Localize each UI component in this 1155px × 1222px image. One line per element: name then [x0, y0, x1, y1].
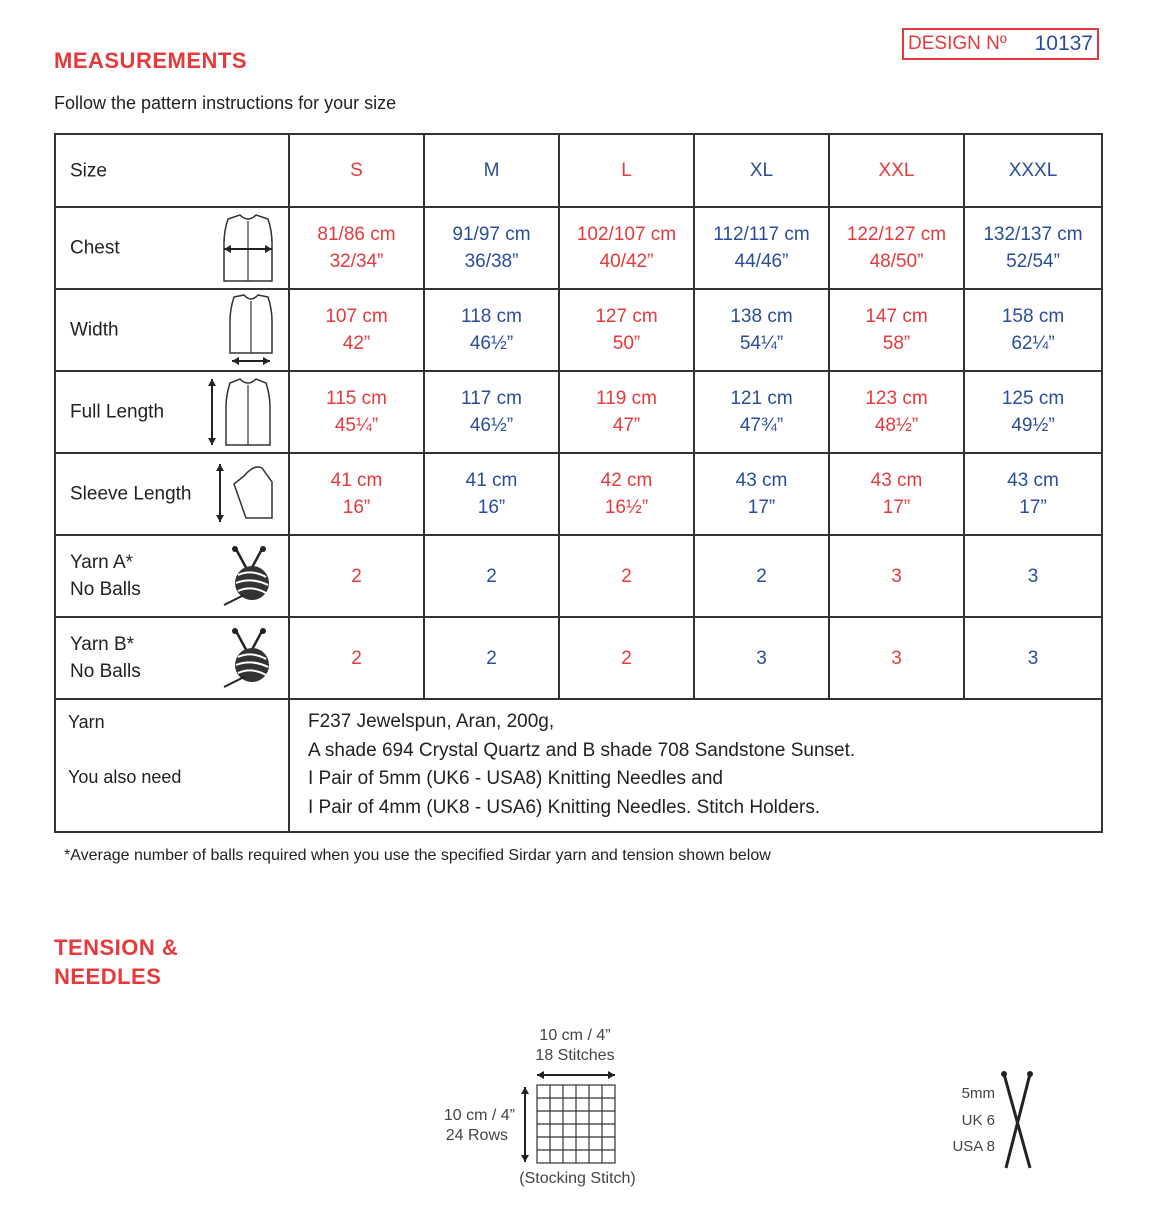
full-length-s: 115 cm 45¼”: [289, 371, 424, 453]
sleeve-length-xxl: 43 cm 17”: [829, 453, 964, 535]
full-length-label-cell: Full Length: [55, 371, 289, 453]
table-row: [55, 207, 1102, 289]
yarn-a-label-cell: Yarn A* No Balls: [55, 535, 289, 617]
full-length-xl: 121 cm 47¾”: [694, 371, 829, 453]
size-xxxl: XXXL: [964, 134, 1102, 207]
width-garment-icon: [224, 293, 278, 367]
measurements-heading: MEASUREMENTS: [54, 48, 248, 73]
width-m: 118 cm 46½”: [424, 289, 559, 371]
sleeve-length-xl: 43 cm 17”: [694, 453, 829, 535]
size-m: M: [424, 134, 559, 207]
chest-m: 91/97 cm 36/38”: [424, 207, 559, 289]
tension-stitches-label: 18 Stitches: [535, 1047, 615, 1064]
yarn-info-labels: [55, 699, 289, 832]
full-length-xxxl: 125 cm 49½”: [964, 371, 1102, 453]
also-need-label: You also need: [68, 767, 182, 787]
yarn-b-xl: 3: [694, 617, 829, 699]
full-length-l: 119 cm 47”: [559, 371, 694, 453]
sleeve-length-xxxl: 43 cm 17”: [964, 453, 1102, 535]
chest-s: 81/86 cm 32/34”: [289, 207, 424, 289]
design-number-box: [902, 28, 1099, 60]
yarn-a-l: 2: [559, 535, 694, 617]
yarn-a-s: 2: [289, 535, 424, 617]
chest-xl: 112/117 cm 44/46”: [694, 207, 829, 289]
sleeve-length-s: 41 cm 16”: [289, 453, 424, 535]
yarn-b-s: 2: [289, 617, 424, 699]
yarn-info-row: [55, 699, 1102, 832]
width-xxxl: 158 cm 62¼”: [964, 289, 1102, 371]
table-row: [55, 289, 1102, 371]
full-length-xxl: 123 cm 48½”: [829, 371, 964, 453]
needle-uk-label: UK 6: [961, 1112, 995, 1129]
width-label-cell: Width: [55, 289, 289, 371]
yarn-b-xxxl: 3: [964, 617, 1102, 699]
size-xl: XL: [694, 134, 829, 207]
tension-width-label: 10 cm / 4”: [539, 1027, 611, 1044]
yarn-b-l: 2: [559, 617, 694, 699]
yarn-label: Yarn: [68, 712, 105, 732]
yarn-a-xxl: 3: [829, 535, 964, 617]
table-row: [55, 371, 1102, 453]
table-row: [55, 453, 1102, 535]
tension-height-label: 10 cm / 4”: [443, 1107, 515, 1124]
yarn-b-xxl: 3: [829, 617, 964, 699]
size-s: S: [289, 134, 424, 207]
needle-size-label: 5mm: [961, 1085, 995, 1102]
yarn-a-xxxl: 3: [964, 535, 1102, 617]
full-length-garment-icon: [206, 375, 278, 449]
table-row: [55, 535, 1102, 617]
instructions-subtitle: Follow the pattern instructions for your size: [54, 93, 397, 113]
design-number: 10137: [1034, 32, 1093, 55]
needle-usa-label: USA 8: [952, 1138, 995, 1155]
sleeve-length-icon: [214, 462, 278, 526]
sleeve-length-l: 42 cm 16½”: [559, 453, 694, 535]
yarn-b-label-cell: Yarn B* No Balls: [55, 617, 289, 699]
tension-heading: TENSION & NEEDLES: [54, 935, 179, 989]
measurements-table: [54, 133, 1103, 833]
knitting-needles-icon: [998, 1070, 1038, 1172]
chest-l: 102/107 cm 40/42”: [559, 207, 694, 289]
size-l: L: [559, 134, 694, 207]
yarn-ball-icon: [222, 545, 278, 607]
size-label-cell: Size: [55, 134, 289, 207]
width-l: 127 cm 50”: [559, 289, 694, 371]
yarn-a-xl: 2: [694, 535, 829, 617]
full-length-m: 117 cm 46½”: [424, 371, 559, 453]
tension-rows-label: 24 Rows: [445, 1127, 508, 1144]
sleeve-length-m: 41 cm 16”: [424, 453, 559, 535]
chest-xxl: 122/127 cm 48/50”: [829, 207, 964, 289]
design-label: DESIGN Nº: [908, 33, 1007, 54]
width-s: 107 cm 42”: [289, 289, 424, 371]
sleeve-length-label-cell: Sleeve Length: [55, 453, 289, 535]
width-xl: 138 cm 54¼”: [694, 289, 829, 371]
yarn-b-m: 2: [424, 617, 559, 699]
yarn-info-details: F237 Jewelspun, Aran, 200g, A shade 694 Crystal Quartz and B shade 708 Sandstone Sunset. I Pair of 5mm (UK6 - USA8) Knitting Needles and I Pair of 4mm (UK8 - USA6) Knitting Needles. Stitch Holders.: [289, 699, 1102, 832]
yarn-ball-icon: [222, 627, 278, 689]
chest-label-cell: Chest: [55, 207, 289, 289]
size-row: [55, 134, 1102, 207]
footnote: *Average number of balls required when you use the specified Sirdar yarn and tension shown below: [64, 847, 771, 864]
tension-grid-icon: [515, 1067, 625, 1167]
chest-garment-icon: [218, 211, 278, 285]
width-xxl: 147 cm 58”: [829, 289, 964, 371]
yarn-a-m: 2: [424, 535, 559, 617]
chest-xxxl: 132/137 cm 52/54”: [964, 207, 1102, 289]
table-row: [55, 617, 1102, 699]
size-xxl: XXL: [829, 134, 964, 207]
stitch-type-label: (Stocking Stitch): [519, 1170, 636, 1187]
